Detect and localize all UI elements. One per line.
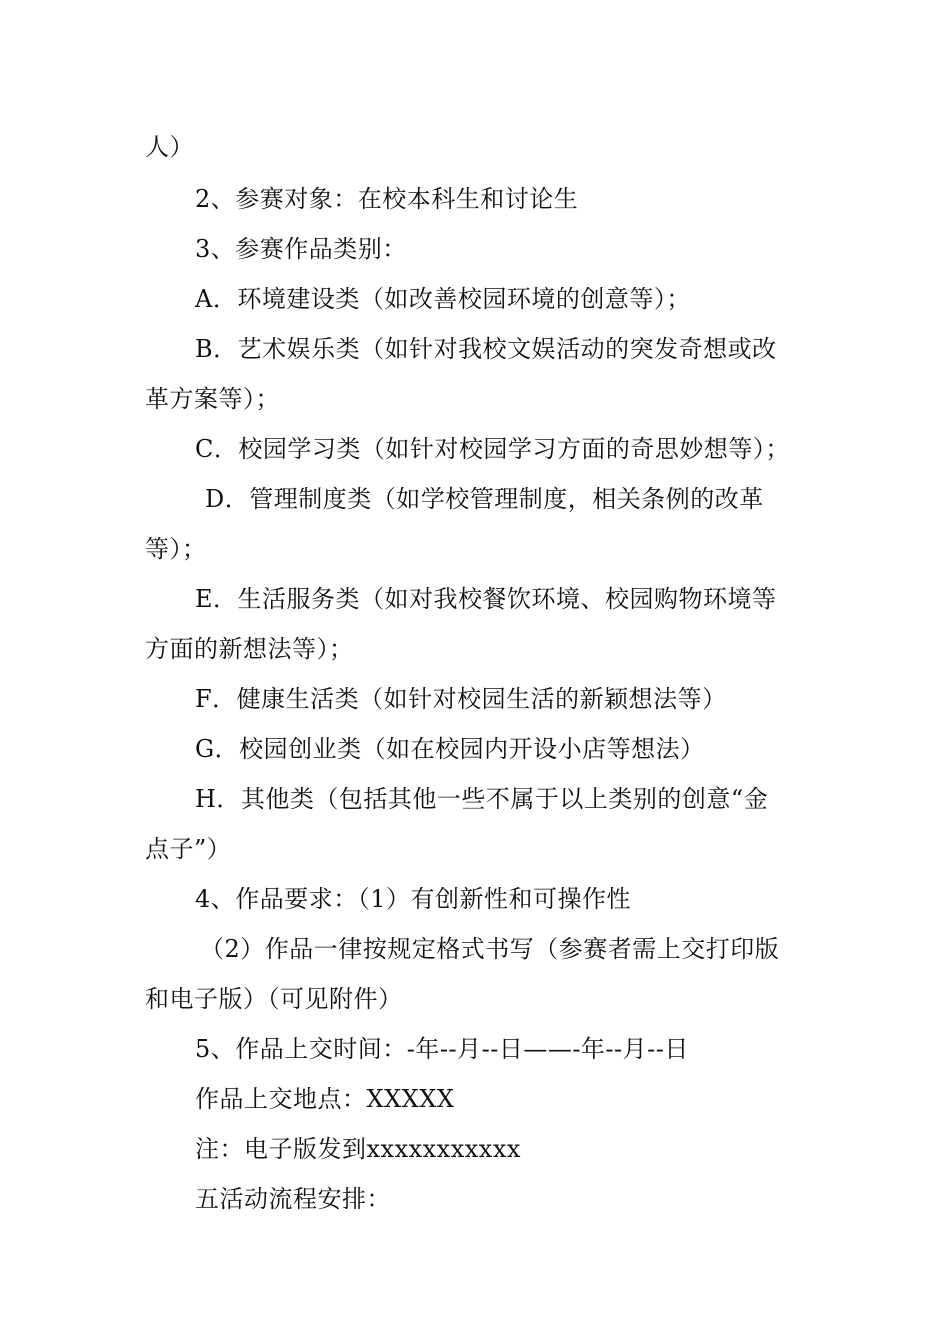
text-line: 方面的新想法等）； [145,635,354,663]
text-line: F．健康生活类（如针对校园生活的新颖想法等） [195,685,727,713]
text-line: G．校园创业类（如在校园内开设小店等想法） [195,735,705,763]
text-line: 作品上交地点：XXXXX [195,1085,455,1113]
text-line: 革方案等）； [145,385,280,413]
text-line: 4、作品要求：（1）有创新性和可操作性 [195,885,632,913]
text-line: 和电子版）（可见附件） [145,985,403,1013]
text-line: 3、参赛作品类别： [195,235,407,263]
text-line: 点子”） [145,835,232,863]
text-line: 注：电子版发到xxxxxxxxxxx [195,1135,521,1163]
text-line: C．校园学习类（如针对校园学习方面的奇思妙想等）； [195,435,790,463]
text-line: 5、作品上交时间：-年--月--日——-年--月--日 [195,1035,689,1063]
text-line: 人） [145,133,194,161]
text-line: E．生活服务类（如对我校餐饮环境、校园购物环境等 [195,585,777,613]
text-line: H．其他类（包括其他一些不属于以上类别的创意“金 [195,785,769,813]
text-line: B．艺术娱乐类（如针对我校文娱活动的突发奇想或改 [195,335,777,363]
text-line: 2、参赛对象：在校本科生和讨论生 [195,185,579,213]
text-line: 等）； [145,535,207,563]
text-line: 五活动流程安排： [195,1185,391,1213]
text-line: A．环境建设类（如改善校园环境的创意等）； [195,285,691,313]
text-line: D．管理制度类（如学校管理制度，相关条例的改革 [205,485,764,513]
text-line: （2）作品一律按规定格式书写（参赛者需上交打印版 [200,935,780,963]
